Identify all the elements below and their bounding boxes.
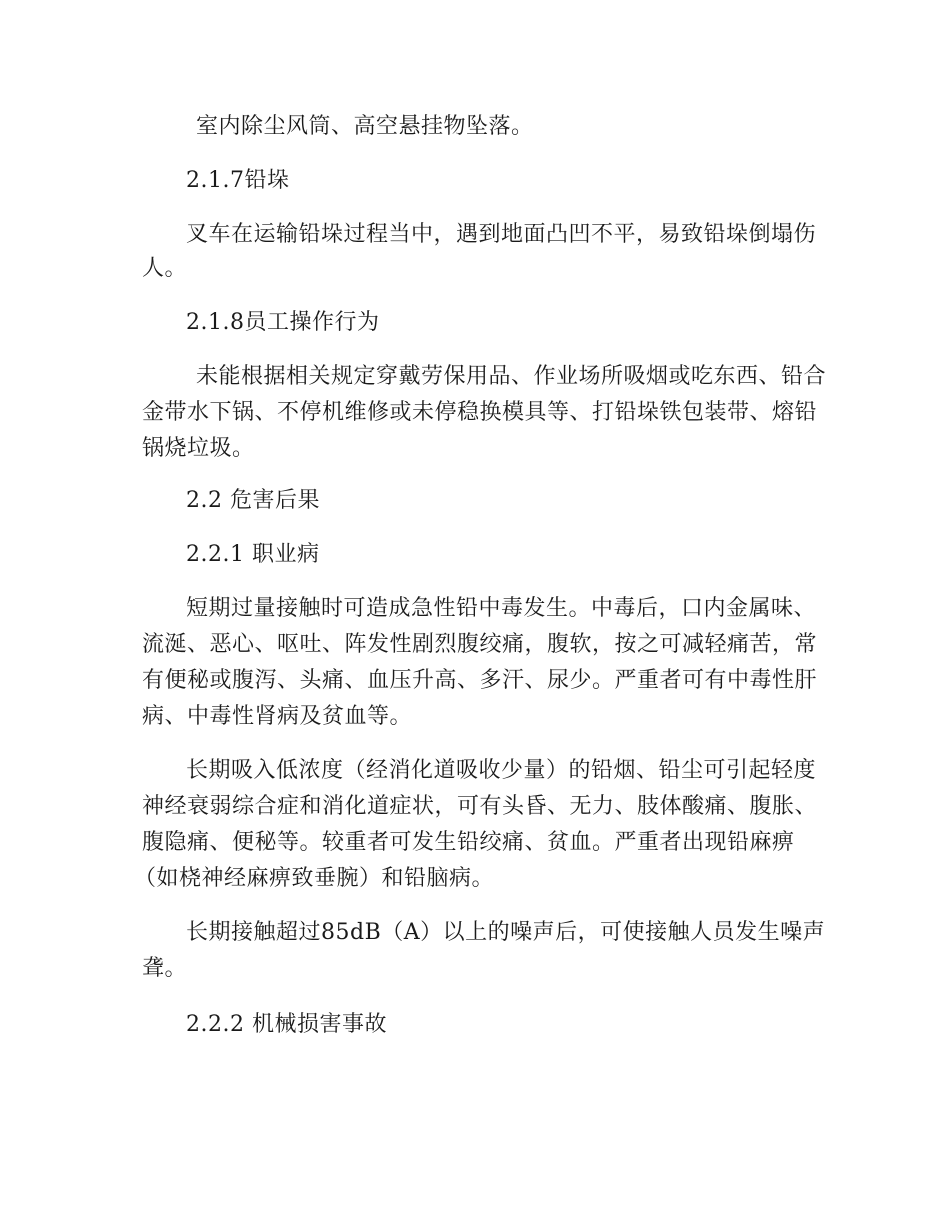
text-line: 聋。 bbox=[142, 956, 188, 981]
text-line: 室内除尘风筒、高空悬挂物坠落。 bbox=[196, 114, 534, 139]
text-line: 叉车在运输铅垛过程当中，遇到地面凸凹不平，易致铅垛倒塌伤 bbox=[186, 222, 817, 247]
text-line: 有便秘或腹泻、头痛、血压升高、多汗、尿少。严重者可有中毒性肝 bbox=[142, 668, 818, 693]
text-line: 流涎、恶心、呕吐、阵发性剧烈腹绞痛，腹软，按之可减轻痛苦，常 bbox=[142, 632, 818, 657]
text-line: 锅烧垃圾。 bbox=[142, 436, 255, 461]
text-line: 人。 bbox=[142, 256, 188, 281]
section-heading-2-2: 2.2 危害后果 bbox=[186, 488, 320, 513]
text-line: 未能根据相关规定穿戴劳保用品、作业场所吸烟或吃东西、铅合 bbox=[196, 364, 827, 389]
text-line: 长期接触超过85dB（A）以上的噪声后，可使接触人员发生噪声 bbox=[186, 920, 826, 945]
text-line: 腹隐痛、便秘等。较重者可发生铅绞痛、贫血。严重者出现铅麻痹 bbox=[142, 830, 795, 855]
section-heading-2-2-2: 2.2.2 机械损害事故 bbox=[186, 1012, 387, 1037]
text-line: 长期吸入低浓度（经消化道吸收少量）的铅烟、铅尘可引起轻度 bbox=[186, 758, 817, 783]
text-line: 神经衰弱综合症和消化道症状，可有头昏、无力、肢体酸痛、腹胀、 bbox=[142, 794, 818, 819]
text-line: 病、中毒性肾病及贫血等。 bbox=[142, 704, 413, 729]
text-line: 短期过量接触时可造成急性铅中毒发生。中毒后，口内金属味、 bbox=[186, 596, 817, 621]
section-heading-2-1-7: 2.1.7铅垛 bbox=[186, 168, 290, 193]
section-heading-2-1-8: 2.1.8员工操作行为 bbox=[186, 310, 380, 335]
text-line: （如桡神经麻痹致垂腕）和铅脑病。 bbox=[134, 866, 495, 891]
section-heading-2-2-1: 2.2.1 职业病 bbox=[186, 542, 320, 567]
text-line: 金带水下锅、不停机维修或未停稳换模具等、打铅垛铁包装带、熔铅 bbox=[142, 400, 818, 425]
